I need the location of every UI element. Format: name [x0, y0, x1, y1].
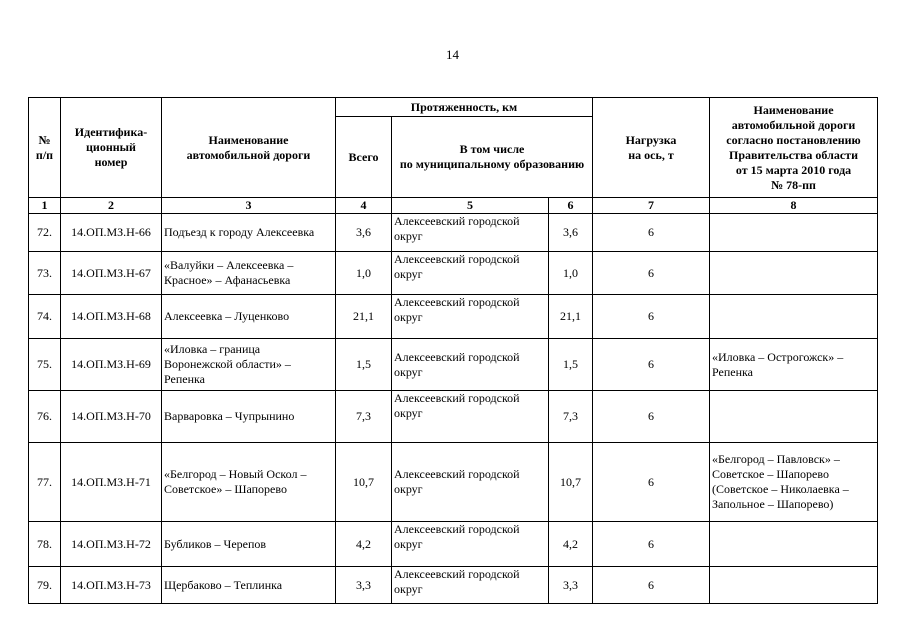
- row-number: 75.: [29, 339, 61, 391]
- municipality: Алексеевский городской округ: [392, 339, 549, 391]
- column-number: 8: [710, 198, 878, 214]
- row-number: 79.: [29, 567, 61, 604]
- municipality: Алексеевский городской округ: [392, 443, 549, 522]
- axle-load: 6: [593, 522, 710, 567]
- road-id: 14.ОП.МЗ.Н-71: [61, 443, 162, 522]
- length-total: 21,1: [336, 295, 392, 339]
- column-number: 6: [549, 198, 593, 214]
- length-municipal: 7,3: [549, 391, 593, 443]
- municipality: Алексеевский городской округ: [392, 522, 549, 567]
- length-total: 1,5: [336, 339, 392, 391]
- row-number: 76.: [29, 391, 61, 443]
- length-total: 7,3: [336, 391, 392, 443]
- resolution-name: «Белгород – Павловск» – Советское – Шапорево (Советское – Николаевка – Запольное – Шапорево): [710, 443, 878, 522]
- column-number: 4: [336, 198, 392, 214]
- table-row: [29, 295, 878, 339]
- header-total: Всего: [336, 117, 392, 198]
- road-name: «Белгород – Новый Оскол – Советское» – Шапорево: [162, 443, 336, 522]
- axle-load: 6: [593, 252, 710, 295]
- length-municipal: 1,5: [549, 339, 593, 391]
- row-number: 73.: [29, 252, 61, 295]
- municipality: Алексеевский городской округ: [392, 567, 549, 604]
- length-total: 10,7: [336, 443, 392, 522]
- column-number: 2: [61, 198, 162, 214]
- length-municipal: 4,2: [549, 522, 593, 567]
- column-number: 1: [29, 198, 61, 214]
- road-id: 14.ОП.МЗ.Н-66: [61, 214, 162, 252]
- resolution-name: [710, 295, 878, 339]
- length-municipal: 1,0: [549, 252, 593, 295]
- municipality: Алексеевский городской округ: [392, 295, 549, 339]
- resolution-name: [710, 522, 878, 567]
- table-row: [29, 252, 878, 295]
- header-including: В том числе по муниципальному образованию: [392, 117, 593, 198]
- column-numbers-row: [29, 198, 878, 214]
- road-name: Щербаково – Теплинка: [162, 567, 336, 604]
- road-name: Бубликов – Черепов: [162, 522, 336, 567]
- axle-load: 6: [593, 295, 710, 339]
- header-id: Идентифика- ционный номер: [61, 98, 162, 198]
- road-id: 14.ОП.МЗ.Н-72: [61, 522, 162, 567]
- length-total: 4,2: [336, 522, 392, 567]
- road-name: «Иловка – граница Воронежской области» – Репенка: [162, 339, 336, 391]
- header-road-name: Наименование автомобильной дороги: [162, 98, 336, 198]
- table-row: [29, 567, 878, 604]
- column-number: 3: [162, 198, 336, 214]
- header-num: № п/п: [29, 98, 61, 198]
- axle-load: 6: [593, 339, 710, 391]
- length-total: 3,6: [336, 214, 392, 252]
- column-number: 7: [593, 198, 710, 214]
- table-row: [29, 443, 878, 522]
- axle-load: 6: [593, 214, 710, 252]
- length-total: 3,3: [336, 567, 392, 604]
- header-axle-load: Нагрузка на ось, т: [593, 98, 710, 198]
- length-municipal: 21,1: [549, 295, 593, 339]
- municipality: Алексеевский городской округ: [392, 252, 549, 295]
- roads-table: [28, 97, 878, 604]
- table-row: [29, 391, 878, 443]
- axle-load: 6: [593, 443, 710, 522]
- table-body: [29, 214, 878, 604]
- road-name: Алексеевка – Луценково: [162, 295, 336, 339]
- length-municipal: 3,3: [549, 567, 593, 604]
- resolution-name: [710, 391, 878, 443]
- axle-load: 6: [593, 567, 710, 604]
- length-total: 1,0: [336, 252, 392, 295]
- road-name: Варваровка – Чупрынино: [162, 391, 336, 443]
- municipality: Алексеевский городской округ: [392, 391, 549, 443]
- page-number: 14: [446, 47, 459, 62]
- resolution-name: [710, 567, 878, 604]
- row-number: 72.: [29, 214, 61, 252]
- header-resolution-name: Наименование автомобильной дороги согласно постановлению Правительства области от 15 марта 2010 года № 78-пп: [710, 98, 878, 198]
- road-name: «Валуйки – Алексеевка – Красное» – Афанасьевка: [162, 252, 336, 295]
- road-name: Подъезд к городу Алексеевка: [162, 214, 336, 252]
- length-municipal: 10,7: [549, 443, 593, 522]
- table-row: [29, 522, 878, 567]
- road-id: 14.ОП.МЗ.Н-70: [61, 391, 162, 443]
- road-id: 14.ОП.МЗ.Н-67: [61, 252, 162, 295]
- resolution-name: [710, 252, 878, 295]
- table-row: [29, 214, 878, 252]
- road-id: 14.ОП.МЗ.Н-69: [61, 339, 162, 391]
- municipality: Алексеевский городской округ: [392, 214, 549, 252]
- row-number: 78.: [29, 522, 61, 567]
- table-header: [29, 98, 878, 214]
- table-row: [29, 339, 878, 391]
- header-length-group: Протяженность, км: [336, 98, 593, 117]
- column-number: 5: [392, 198, 549, 214]
- resolution-name: «Иловка – Острогожск» – Репенка: [710, 339, 878, 391]
- row-number: 77.: [29, 443, 61, 522]
- length-municipal: 3,6: [549, 214, 593, 252]
- axle-load: 6: [593, 391, 710, 443]
- resolution-name: [710, 214, 878, 252]
- road-id: 14.ОП.МЗ.Н-68: [61, 295, 162, 339]
- row-number: 74.: [29, 295, 61, 339]
- road-id: 14.ОП.МЗ.Н-73: [61, 567, 162, 604]
